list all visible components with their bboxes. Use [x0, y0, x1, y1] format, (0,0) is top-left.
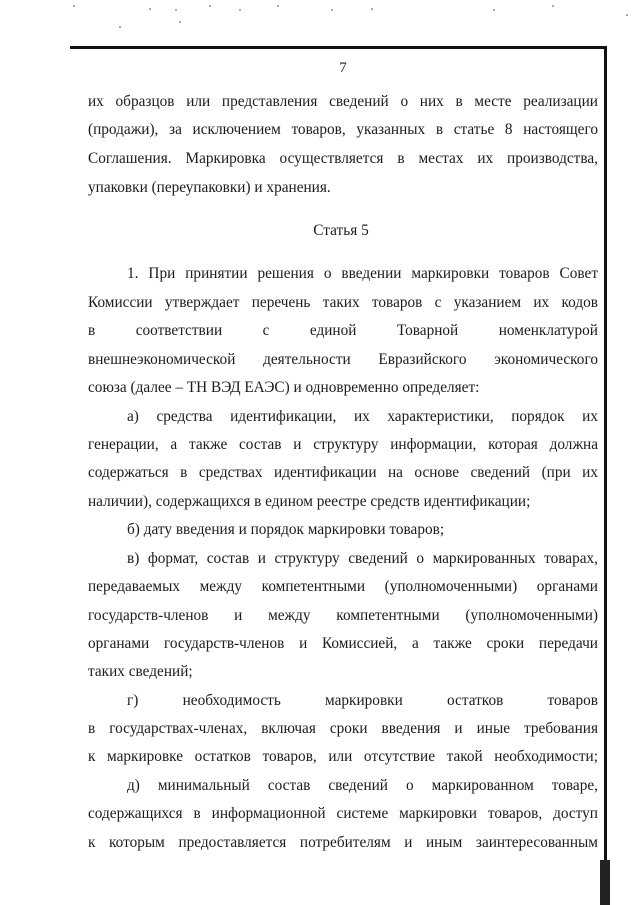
- text-line: Комиссии утверждает перечень таких товаров с указанием их кодов: [88, 294, 598, 311]
- text-line: а) средства идентификации, их характеристики, порядок их: [127, 408, 598, 425]
- text-line: органами государств-членов и Комиссией, а также сроки передачи: [88, 635, 598, 652]
- text-line: государств-членов и между компетентными (уполномоченными): [88, 607, 598, 624]
- text-line: содержаться в средствах идентификации на основе сведений (при их: [88, 464, 598, 481]
- text-line: д) минимальный состав сведений о маркированном товаре,: [127, 777, 598, 794]
- text-line: 1. При принятии решения о введении маркировки товаров Совет: [127, 265, 598, 282]
- scan-edge-shadow: [600, 860, 610, 905]
- scan-border-right: [604, 46, 607, 905]
- text-line: к которым предоставляется потребителям и иным заинтересованным: [88, 834, 598, 851]
- text-line: содержащихся в информационной системе маркировки товаров, доступ: [88, 805, 598, 822]
- text-line: таких сведений;: [88, 663, 193, 680]
- text-line: передаваемых между компетентными (уполномоченными) органами: [88, 578, 598, 595]
- page-number: 7: [339, 60, 347, 76]
- scan-border-top: [70, 46, 606, 49]
- text-line: (продажи), за исключением товаров, указанных в статье 8 настоящего: [88, 121, 598, 138]
- text-line: Соглашения. Маркировка осуществляется в местах их производства,: [88, 150, 598, 167]
- text-line: генерации, а также состав и структуру информации, которая должна: [88, 436, 598, 453]
- text-line: наличии), содержащихся в едином реестре средств идентификации;: [88, 493, 531, 510]
- text-line: к маркировке остатков товаров, или отсутствие такой необходимости;: [88, 748, 598, 765]
- scan-artifacts: [0, 0, 640, 30]
- text-line: их образцов или представления сведений о них в месте реализации: [88, 93, 598, 110]
- text-line: в соответствии с единой Товарной номенклатурой: [88, 322, 598, 339]
- text-line: внешнеэкономической деятельности Евразийского экономического: [88, 351, 598, 368]
- article-heading: Статья 5: [313, 222, 369, 239]
- text-line: в) формат, состав и структуру сведений о маркированных товарах,: [127, 550, 598, 567]
- text-line: в государствах-членах, включая сроки введения и иные требования: [88, 720, 598, 737]
- text-line: упаковки (переупаковки) и хранения.: [88, 179, 331, 196]
- text-line: союза (далее – ТН ВЭД ЕАЭС) и одновременно определяет:: [88, 379, 480, 396]
- text-line: б) дату введения и порядок маркировки товаров;: [127, 521, 445, 538]
- text-line: г) необходимость маркировки остатков товаров: [127, 692, 598, 709]
